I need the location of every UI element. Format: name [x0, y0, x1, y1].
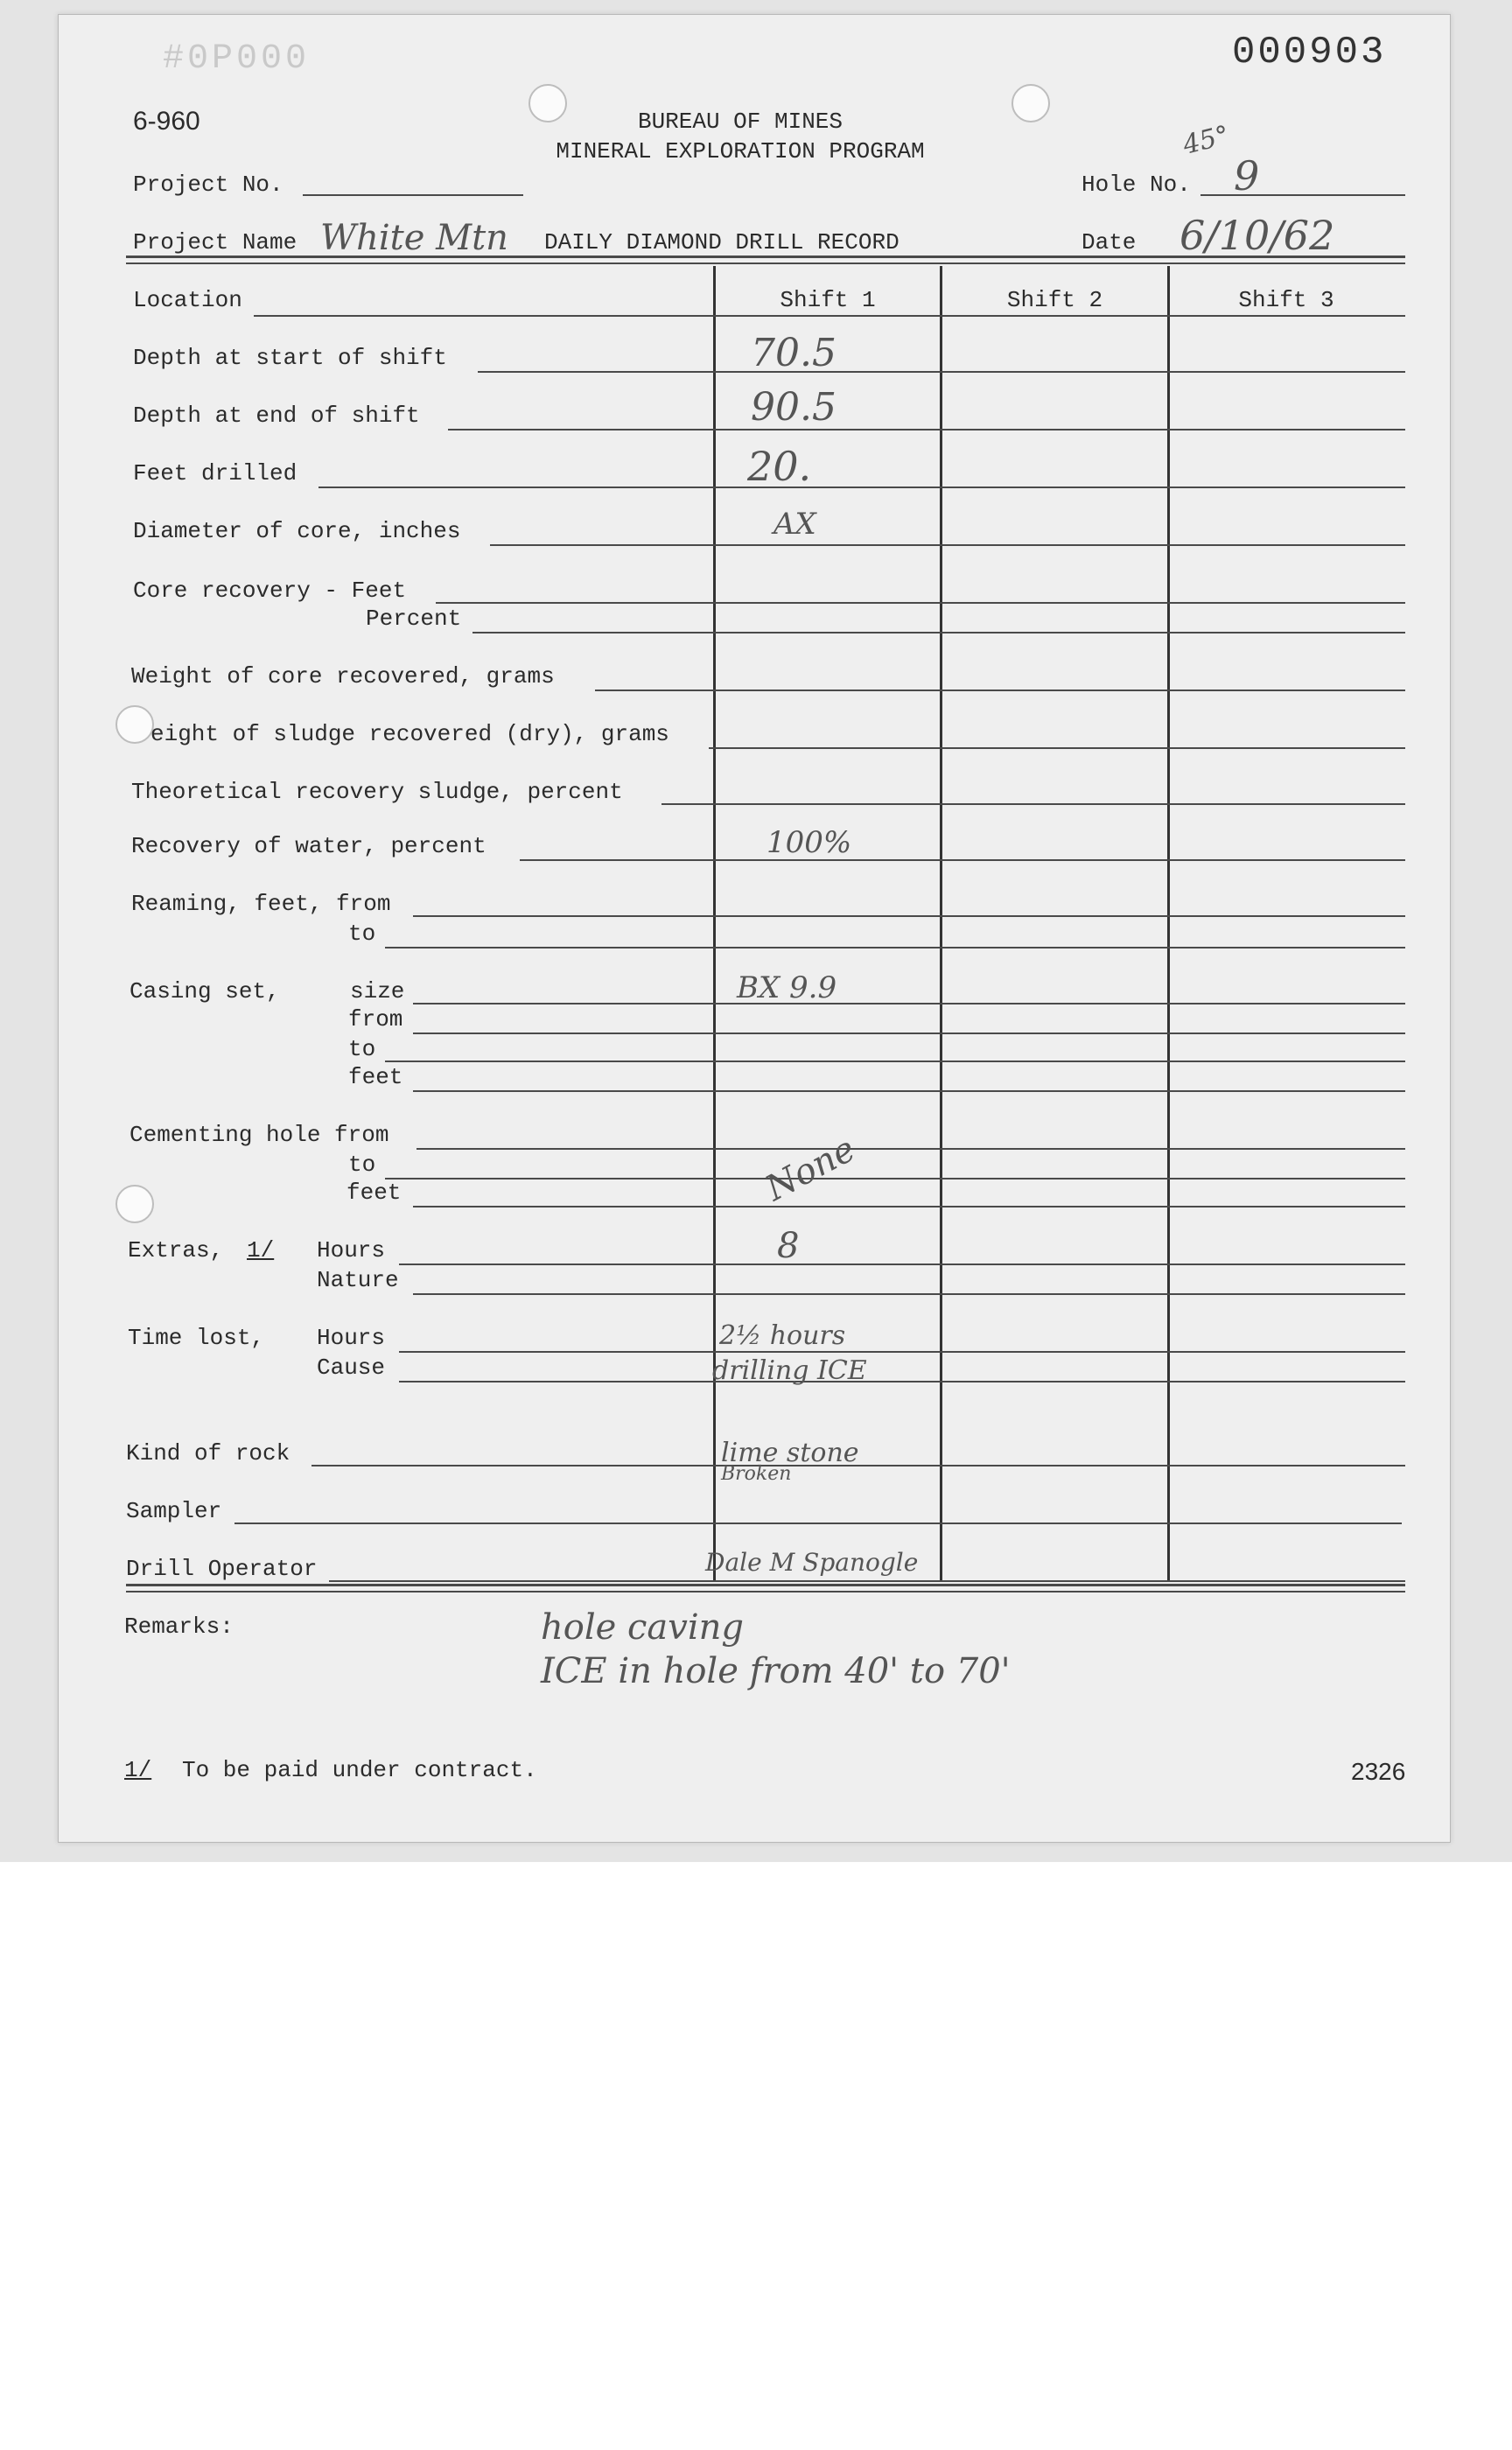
- shift1-depth-end: 90.5: [751, 385, 836, 430]
- extras-footnote-ref: 1/: [247, 1237, 275, 1264]
- shift-3-header: Shift 3: [1238, 287, 1334, 313]
- extras-label: Extras,: [128, 1237, 224, 1264]
- casing-from-field[interactable]: [413, 1032, 1405, 1034]
- agency-title: BUREAU OF MINES: [637, 108, 844, 135]
- reaming-from-field[interactable]: [413, 915, 1405, 917]
- remarks-line-1: hole caving: [541, 1607, 745, 1648]
- casing-size-field[interactable]: [413, 1003, 1405, 1004]
- reaming-to-field[interactable]: [385, 947, 1405, 948]
- remarks-line-2: ICE in hole from 40' to 70': [541, 1651, 1011, 1691]
- cementing-from-field[interactable]: [416, 1148, 1405, 1150]
- sampler-field[interactable]: [234, 1522, 1402, 1524]
- shift-1-header: Shift 1: [780, 287, 876, 313]
- diameter-label: Diameter of core, inches: [133, 518, 461, 544]
- project-no-label: Project No.: [133, 172, 284, 198]
- hole-no-field[interactable]: [1200, 194, 1405, 196]
- document-number: 000903: [1232, 31, 1387, 74]
- drill-operator-field[interactable]: [329, 1580, 1405, 1582]
- casing-feet-field[interactable]: [413, 1090, 1405, 1092]
- sampler-label: Sampler: [126, 1498, 222, 1524]
- cementing-feet-field[interactable]: [413, 1206, 1405, 1208]
- reaming-to-label: to: [348, 920, 376, 947]
- core-recovery-feet-field[interactable]: [436, 602, 1405, 604]
- hole-no-label: Hole No.: [1082, 172, 1191, 198]
- location-field[interactable]: [254, 315, 1405, 317]
- shift1-depth-start: 70.5: [751, 331, 836, 375]
- remarks-label: Remarks:: [124, 1614, 234, 1640]
- cementing-to-label: to: [348, 1152, 376, 1178]
- time-cause-field[interactable]: [399, 1381, 1405, 1382]
- diameter-field[interactable]: [490, 544, 1405, 546]
- remarks-rule-2: [126, 1591, 1405, 1592]
- weight-sludge-label: eight of sludge recovered (dry), grams: [150, 721, 669, 747]
- remarks-rule-1: [126, 1584, 1405, 1586]
- column-divider-3: [1167, 266, 1170, 1580]
- feet-drilled-label: Feet drilled: [133, 460, 298, 486]
- water-field[interactable]: [520, 859, 1405, 861]
- cementing-to-field[interactable]: [385, 1178, 1405, 1180]
- theoretical-field[interactable]: [662, 803, 1405, 805]
- shift1-casing-size: BX 9.9: [737, 970, 837, 1005]
- extras-hours-field[interactable]: [399, 1264, 1405, 1265]
- shift1-feet-drilled: 20.: [747, 443, 812, 490]
- core-recovery-percent-field[interactable]: [472, 632, 1405, 634]
- weight-sludge-field[interactable]: [709, 747, 1405, 749]
- page-number: 2326: [1351, 1758, 1406, 1785]
- cementing-feet-label: feet: [346, 1180, 402, 1206]
- time-lost-label: Time lost,: [128, 1325, 265, 1351]
- program-title: MINERAL EXPLORATION PROGRAM: [556, 138, 925, 164]
- water-label: Recovery of water, percent: [131, 833, 486, 859]
- project-name-value: White Mtn: [320, 218, 508, 258]
- theoretical-label: Theoretical recovery sludge, percent: [131, 779, 623, 805]
- weight-core-label: Weight of core recovered, grams: [131, 663, 555, 690]
- depth-end-field[interactable]: [448, 429, 1405, 430]
- time-hours-field[interactable]: [399, 1351, 1405, 1353]
- drill-operator-label: Drill Operator: [126, 1556, 318, 1582]
- operator-signature: Dale M Spanogle: [705, 1548, 919, 1577]
- casing-label: Casing set,: [130, 978, 280, 1004]
- depth-end-label: Depth at end of shift: [133, 402, 420, 429]
- date-value: 6/10/62: [1180, 212, 1335, 259]
- shift1-water: 100%: [766, 825, 852, 860]
- header-rule-1: [126, 256, 1405, 258]
- faded-stamp: #0P000: [163, 39, 311, 79]
- date-label: Date: [1082, 229, 1137, 256]
- depth-start-field[interactable]: [478, 371, 1405, 373]
- punch-hole-side-lower: [116, 1185, 154, 1223]
- time-hours-label: Hours: [317, 1325, 386, 1351]
- time-cause-label: Cause: [317, 1354, 386, 1381]
- column-divider-2: [940, 266, 942, 1580]
- shift1-time-cause: drilling ICE: [712, 1355, 867, 1386]
- shift1-rock-line1: lime stone: [721, 1438, 859, 1468]
- record-title: DAILY DIAMOND DRILL RECORD: [544, 229, 900, 256]
- casing-from-label: from: [348, 1006, 403, 1032]
- shift1-rock-line2: Broken: [721, 1463, 792, 1485]
- kind-rock-label: Kind of rock: [126, 1440, 290, 1466]
- core-recovery-label: Core recovery - Feet: [133, 578, 407, 604]
- casing-to-field[interactable]: [385, 1060, 1405, 1062]
- hole-angle: 45°: [1180, 120, 1233, 161]
- location-label: Location: [133, 287, 242, 313]
- punch-hole-side-upper: [116, 705, 154, 744]
- reaming-label: Reaming, feet, from: [131, 891, 391, 917]
- feet-drilled-field[interactable]: [318, 486, 1405, 488]
- percent-label: Percent: [366, 606, 462, 632]
- extras-nature-label: Nature: [317, 1267, 399, 1293]
- casing-feet-label: feet: [348, 1064, 403, 1090]
- shift1-time-hours: 2½ hours: [719, 1320, 846, 1351]
- project-no-field[interactable]: [303, 194, 523, 196]
- shift1-cementing: None: [759, 1129, 862, 1209]
- footnote-text: To be paid under contract.: [182, 1757, 537, 1783]
- hole-no-value: 9: [1234, 152, 1260, 200]
- project-name-label: Project Name: [133, 229, 298, 256]
- extras-nature-field[interactable]: [413, 1293, 1405, 1295]
- form-number: 6-960: [133, 107, 200, 136]
- header-rule-2: [126, 262, 1405, 264]
- extras-hours-label: Hours: [317, 1237, 386, 1264]
- shift-2-header: Shift 2: [1006, 287, 1103, 313]
- weight-core-field[interactable]: [595, 690, 1405, 691]
- depth-start-label: Depth at start of shift: [133, 345, 447, 371]
- casing-size-label: size: [350, 978, 405, 1004]
- footnote-marker: 1/: [124, 1757, 152, 1783]
- shift1-diameter: AX: [774, 507, 816, 542]
- casing-to-label: to: [348, 1036, 376, 1062]
- shift1-extras-hours: 8: [777, 1226, 800, 1266]
- cementing-label: Cementing hole from: [130, 1122, 389, 1148]
